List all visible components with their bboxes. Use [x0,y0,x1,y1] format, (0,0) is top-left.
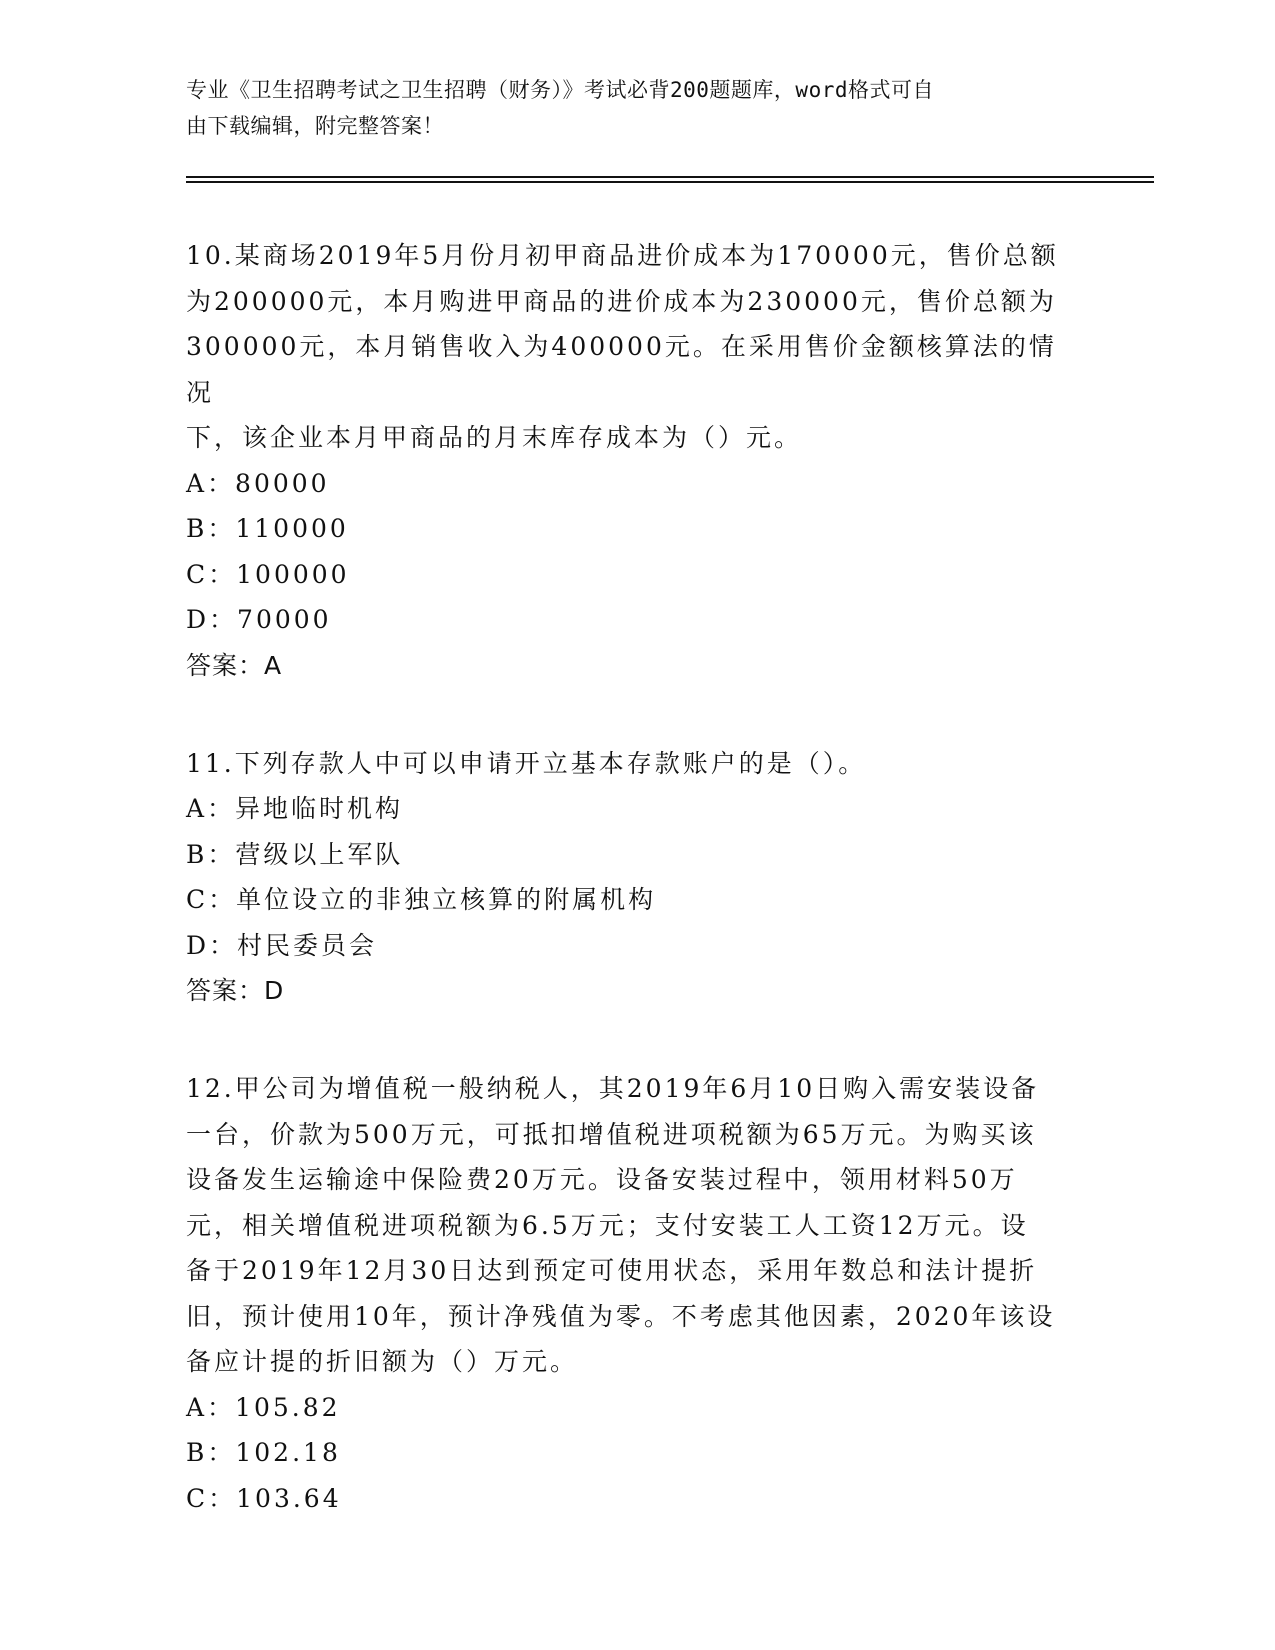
question-stem-line: 设备发生运输途中保险费20万元。设备安装过程中，领用材料50万 [186,1165,1018,1194]
header-line: 专业《卫生招聘考试之卫生招聘（财务）》考试必背200题题库，word格式可自 [186,78,934,102]
question-stem-line: 10.某商场2019年5月份月初甲商品进价成本为170000元，售价总额 [186,241,1059,270]
option-a: A：105.82 [186,1392,341,1422]
header-divider-bottom [186,181,1154,183]
option-b: B：110000 [186,514,349,543]
question-10 [186,233,1076,689]
question-stem-line: 一台，价款为500万元，可抵扣增值税进项税额为65万元。为购买该 [186,1119,1037,1149]
option-c: C：100000 [186,559,350,589]
header-line: 由下载编辑，附完整答案！ [186,114,444,138]
question-stem-line: 备于2019年12月30日达到预定可使用状态，采用年数总和法计提折 [186,1256,1038,1285]
question-list [186,233,1076,1573]
option-c: C：单位设立的非独立核算的附属机构 [186,885,657,914]
question-stem-line: 300000元，本月销售收入为400000元。在采用售价金额核算法的情况 [186,332,1057,407]
question-12 [186,1066,1076,1521]
question-stem-line: 12.甲公司为增值税一般纳税人，其2019年6月10日购入需安装设备 [186,1074,1040,1103]
document-header [186,72,1066,144]
question-stem-line: 为200000元，本月购进甲商品的进价成本为230000元，售价总额为 [186,286,1057,316]
answer-label: 答案：D [186,976,285,1005]
option-a: A：异地临时机构 [186,794,404,823]
option-b: B：102.18 [186,1438,341,1467]
question-stem-line: 旧，预计使用10年，预计净残值为零。不考虑其他因素，2020年该设 [186,1301,1056,1331]
question-stem-line: 元，相关增值税进项税额为6.5万元；支付安装工人工资12万元。设 [186,1210,1029,1240]
option-d: D：70000 [186,605,332,634]
question-stem-line: 下，该企业本月甲商品的月末库存成本为（）元。 [186,423,803,452]
option-c: C：103.64 [186,1483,342,1513]
option-a: A：80000 [186,468,330,498]
answer-label: 答案：A [186,650,283,680]
question-11 [186,741,1076,1015]
question-stem-line: 备应计提的折旧额为（）万元。 [186,1347,579,1376]
option-b: B：营级以上军队 [186,839,404,869]
question-stem-line: 11.下列存款人中可以申请开立基本存款账户的是（）。 [186,748,867,778]
option-d: D：村民委员会 [186,930,378,960]
header-divider-top [186,176,1154,178]
